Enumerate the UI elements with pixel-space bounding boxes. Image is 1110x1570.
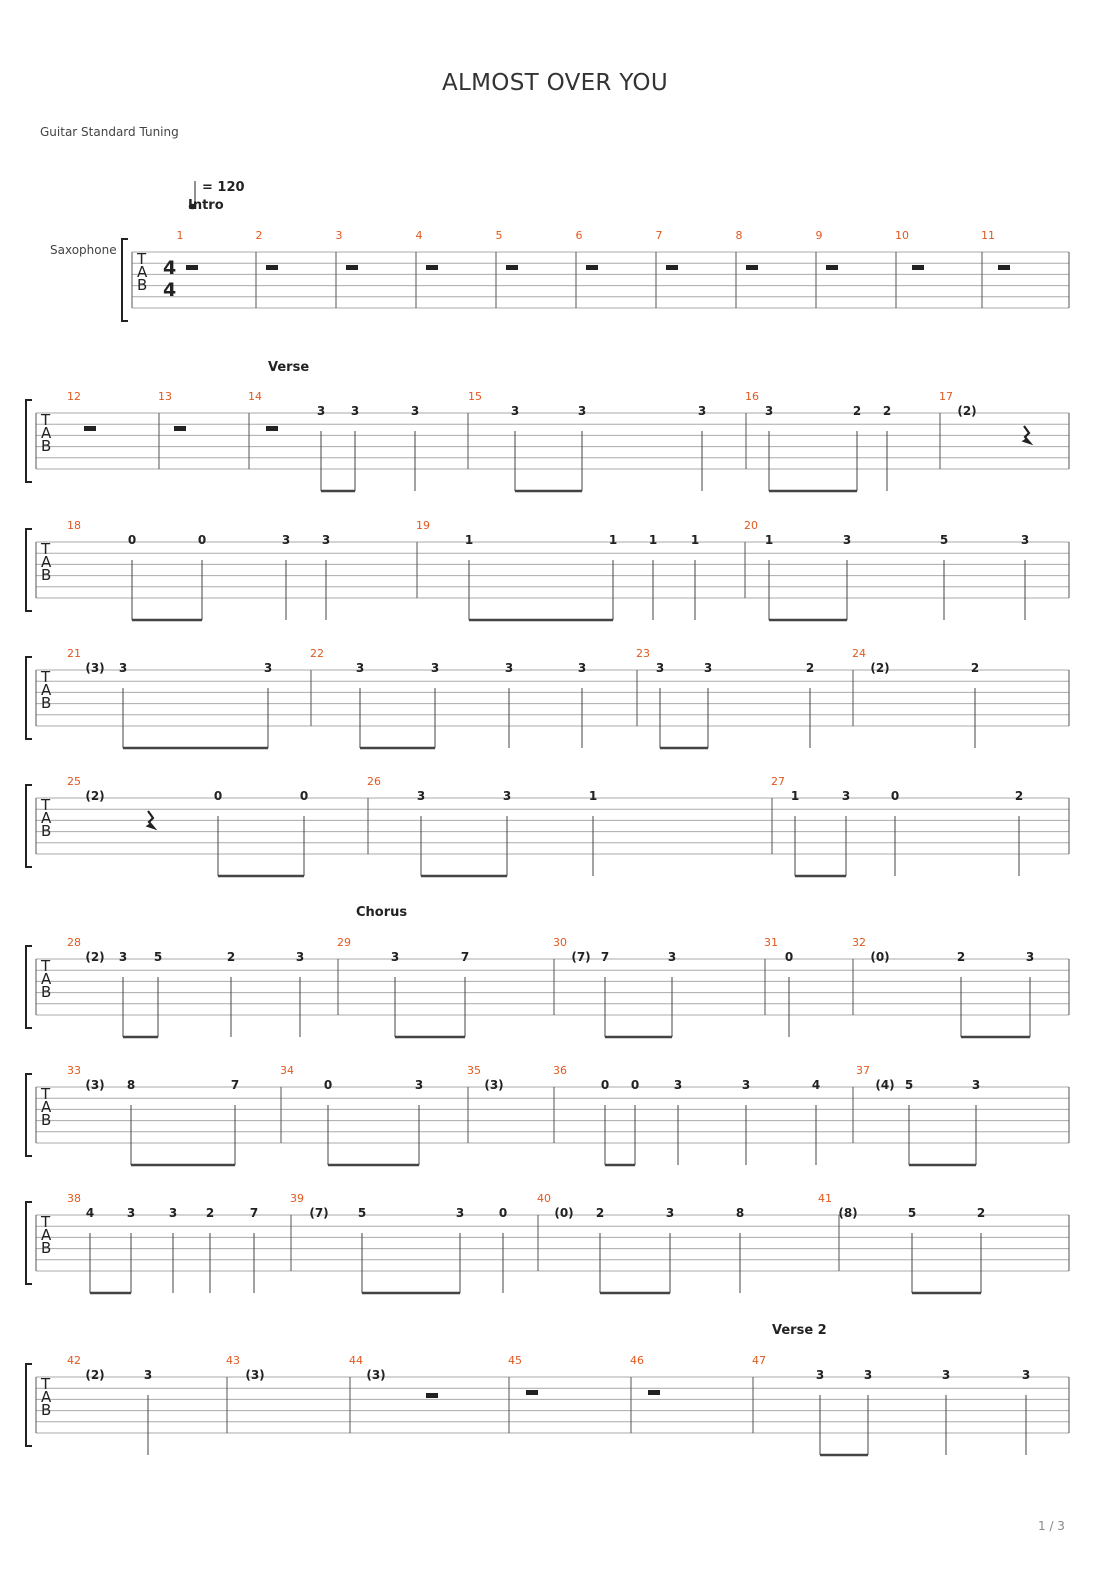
section-verse-2: Verse 2 — [772, 1323, 827, 1338]
fret-number: 3 — [281, 533, 291, 547]
fret-number: 3 — [502, 789, 512, 803]
system-bracket — [26, 1364, 32, 1446]
fret-number: 4 — [85, 1206, 95, 1220]
measure-number: 45 — [508, 1354, 522, 1367]
whole-rest-icon — [186, 265, 198, 270]
fret-number: 3 — [655, 661, 665, 675]
fret-number: 3 — [355, 661, 365, 675]
fret-number: (3) — [85, 1078, 105, 1092]
fret-number: 3 — [126, 1206, 136, 1220]
fret-number: (3) — [366, 1368, 386, 1382]
whole-rest-icon — [586, 265, 598, 270]
fret-number: 3 — [577, 661, 587, 675]
fret-number: (3) — [245, 1368, 265, 1382]
measure-number: 31 — [764, 936, 778, 949]
measure-number: 16 — [745, 390, 759, 403]
fret-number: 4 — [811, 1078, 821, 1092]
system-bracket — [26, 529, 32, 611]
tempo-marking: = 120 — [202, 180, 245, 195]
tab-clef-letter: B — [41, 1239, 52, 1257]
fret-number: 3 — [143, 1368, 153, 1382]
tab-clef-letter: B — [137, 276, 148, 294]
tab-clef-letter: A — [41, 1226, 52, 1244]
whole-rest-icon — [346, 265, 358, 270]
fret-number: 3 — [455, 1206, 465, 1220]
fret-number: 3 — [263, 661, 273, 675]
fret-number: 2 — [226, 950, 236, 964]
fret-number: 3 — [350, 404, 360, 418]
system-bracket — [26, 1202, 32, 1284]
fret-number: (3) — [484, 1078, 504, 1092]
fret-number: 2 — [882, 404, 892, 418]
fret-number: 3 — [1021, 1368, 1031, 1382]
fret-number: 5 — [153, 950, 163, 964]
system-bracket — [122, 239, 128, 321]
tab-clef-letter: A — [41, 1098, 52, 1116]
tab-clef-letter: A — [41, 553, 52, 571]
whole-rest-icon — [648, 1390, 660, 1395]
measure-number: 42 — [67, 1354, 81, 1367]
quarter-rest-icon — [1024, 426, 1030, 443]
fret-number: 0 — [600, 1078, 610, 1092]
whole-rest-icon — [998, 265, 1010, 270]
measure-number: 30 — [553, 936, 567, 949]
fret-number: 5 — [939, 533, 949, 547]
fret-number: 7 — [230, 1078, 240, 1092]
measure-number: 19 — [416, 519, 430, 532]
fret-number: (2) — [85, 950, 105, 964]
measure-number: 7 — [655, 229, 663, 242]
fret-number: (7) — [309, 1206, 329, 1220]
measure-number: 24 — [852, 647, 866, 660]
tab-clef-letter: T — [41, 540, 51, 558]
measure-number: 36 — [553, 1064, 567, 1077]
fret-number: 3 — [697, 404, 707, 418]
fret-number: 3 — [667, 950, 677, 964]
measure-number: 38 — [67, 1192, 81, 1205]
fret-number: 1 — [588, 789, 598, 803]
fret-number: 3 — [741, 1078, 751, 1092]
fret-number: 3 — [842, 533, 852, 547]
fret-number: 3 — [118, 950, 128, 964]
measure-number: 41 — [818, 1192, 832, 1205]
measure-number: 32 — [852, 936, 866, 949]
measure-number: 9 — [815, 229, 823, 242]
measure-number: 1 — [176, 229, 184, 242]
fret-number: 0 — [323, 1078, 333, 1092]
measure-number: 13 — [158, 390, 172, 403]
fret-number: (2) — [957, 404, 977, 418]
fret-number: 2 — [852, 404, 862, 418]
system-bracket — [26, 400, 32, 482]
whole-rest-icon — [666, 265, 678, 270]
measure-number: 2 — [255, 229, 263, 242]
fret-number: 5 — [907, 1206, 917, 1220]
tab-clef-letter: A — [137, 263, 148, 281]
fret-number: 1 — [648, 533, 658, 547]
tab-clef-letter: T — [137, 250, 147, 268]
fret-number: 1 — [764, 533, 774, 547]
fret-number: (0) — [870, 950, 890, 964]
tab-clef-letter: T — [41, 1375, 51, 1393]
measure-number: 34 — [280, 1064, 294, 1077]
fret-number: 3 — [504, 661, 514, 675]
whole-rest-icon — [266, 426, 278, 431]
measure-number: 40 — [537, 1192, 551, 1205]
measure-number: 33 — [67, 1064, 81, 1077]
tab-clef-letter: B — [41, 822, 52, 840]
fret-number: (4) — [875, 1078, 895, 1092]
tab-clef-letter: A — [41, 1388, 52, 1406]
measure-number: 4 — [415, 229, 423, 242]
measure-number: 27 — [771, 775, 785, 788]
measure-number: 37 — [856, 1064, 870, 1077]
half-rest-icon — [426, 1393, 438, 1398]
fret-number: (2) — [85, 1368, 105, 1382]
measure-number: 35 — [467, 1064, 481, 1077]
fret-number: 3 — [390, 950, 400, 964]
fret-number: 3 — [764, 404, 774, 418]
whole-rest-icon — [746, 265, 758, 270]
fret-number: 2 — [970, 661, 980, 675]
time-signature-top: 4 — [163, 257, 177, 279]
measure-number: 10 — [895, 229, 909, 242]
fret-number: 3 — [815, 1368, 825, 1382]
section-verse: Verse — [268, 360, 310, 375]
whole-rest-icon — [826, 265, 838, 270]
measure-number: 44 — [349, 1354, 363, 1367]
page-number: 1 / 3 — [1038, 1519, 1065, 1533]
fret-number: 3 — [168, 1206, 178, 1220]
measure-number: 43 — [226, 1354, 240, 1367]
tab-clef-letter: B — [41, 983, 52, 1001]
tab-clef-letter: T — [41, 1213, 51, 1231]
fret-number: 3 — [416, 789, 426, 803]
fret-number: 2 — [805, 661, 815, 675]
measure-number: 28 — [67, 936, 81, 949]
fret-number: 0 — [498, 1206, 508, 1220]
system-bracket — [26, 946, 32, 1028]
measure-number: 3 — [335, 229, 343, 242]
measure-number: 47 — [752, 1354, 766, 1367]
measure-number: 12 — [67, 390, 81, 403]
song-title: ALMOST OVER YOU — [442, 70, 668, 96]
fret-number: 3 — [316, 404, 326, 418]
fret-number: 0 — [890, 789, 900, 803]
tab-clef-letter: A — [41, 809, 52, 827]
whole-rest-icon — [912, 265, 924, 270]
time-signature-bottom: 4 — [163, 279, 177, 301]
tab-clef-letter: B — [41, 694, 52, 712]
fret-number: 2 — [1014, 789, 1024, 803]
measure-number: 29 — [337, 936, 351, 949]
fret-number: 3 — [577, 404, 587, 418]
fret-number: (3) — [85, 661, 105, 675]
fret-number: 3 — [863, 1368, 873, 1382]
fret-number: 3 — [430, 661, 440, 675]
measure-number: 46 — [630, 1354, 644, 1367]
tab-clef-letter: B — [41, 437, 52, 455]
whole-rest-icon — [84, 426, 96, 431]
fret-number: 3 — [414, 1078, 424, 1092]
fret-number: 3 — [941, 1368, 951, 1382]
quarter-rest-icon — [148, 811, 154, 828]
fret-number: 3 — [673, 1078, 683, 1092]
measure-number: 17 — [939, 390, 953, 403]
fret-number: 3 — [665, 1206, 675, 1220]
fret-number: 3 — [1025, 950, 1035, 964]
fret-number: 0 — [213, 789, 223, 803]
fret-number: 0 — [127, 533, 137, 547]
tab-clef-letter: B — [41, 1401, 52, 1419]
fret-number: 0 — [197, 533, 207, 547]
system-bracket — [26, 1074, 32, 1156]
whole-rest-icon — [174, 426, 186, 431]
tab-clef-letter: T — [41, 1085, 51, 1103]
fret-number: 2 — [595, 1206, 605, 1220]
fret-number: 7 — [249, 1206, 259, 1220]
fret-number: 3 — [410, 404, 420, 418]
measure-number: 26 — [367, 775, 381, 788]
fret-number: 3 — [118, 661, 128, 675]
fret-number: 2 — [956, 950, 966, 964]
measure-number: 23 — [636, 647, 650, 660]
measure-number: 18 — [67, 519, 81, 532]
tab-clef-letter: T — [41, 668, 51, 686]
measure-number: 22 — [310, 647, 324, 660]
fret-number: 3 — [295, 950, 305, 964]
fret-number: 3 — [1020, 533, 1030, 547]
fret-number: 0 — [784, 950, 794, 964]
whole-rest-icon — [266, 265, 278, 270]
fret-number: 5 — [904, 1078, 914, 1092]
tab-clef-letter: T — [41, 957, 51, 975]
fret-number: (0) — [554, 1206, 574, 1220]
fret-number: 5 — [357, 1206, 367, 1220]
measure-number: 11 — [981, 229, 995, 242]
tab-clef-letter: T — [41, 411, 51, 429]
fret-number: 1 — [464, 533, 474, 547]
system-bracket — [26, 785, 32, 867]
fret-number: 0 — [630, 1078, 640, 1092]
fret-number: 3 — [971, 1078, 981, 1092]
tab-clef-letter: T — [41, 796, 51, 814]
fret-number: 3 — [321, 533, 331, 547]
fret-number: (2) — [85, 789, 105, 803]
whole-rest-icon — [426, 265, 438, 270]
whole-rest-icon — [506, 265, 518, 270]
tuning-label: Guitar Standard Tuning — [40, 125, 179, 139]
section-chorus: Chorus — [356, 905, 408, 920]
system-bracket — [26, 657, 32, 739]
fret-number: 7 — [600, 950, 610, 964]
tab-clef-letter: A — [41, 424, 52, 442]
fret-number: 8 — [126, 1078, 136, 1092]
tab-clef-letter: B — [41, 1111, 52, 1129]
tab-clef-letter: B — [41, 566, 52, 584]
fret-number: 2 — [976, 1206, 986, 1220]
fret-number: 3 — [510, 404, 520, 418]
fret-number: 1 — [690, 533, 700, 547]
measure-number: 5 — [495, 229, 503, 242]
section-intro: Intro — [188, 198, 224, 213]
fret-number: 3 — [703, 661, 713, 675]
tab-clef-letter: A — [41, 970, 52, 988]
fret-number: 2 — [205, 1206, 215, 1220]
measure-number: 6 — [575, 229, 583, 242]
instrument-label: Saxophone — [50, 243, 117, 257]
fret-number: 0 — [299, 789, 309, 803]
fret-number: 1 — [608, 533, 618, 547]
measure-number: 21 — [67, 647, 81, 660]
fret-number: (2) — [870, 661, 890, 675]
measure-number: 20 — [744, 519, 758, 532]
fret-number: 7 — [460, 950, 470, 964]
fret-number: 1 — [790, 789, 800, 803]
tab-clef-letter: A — [41, 681, 52, 699]
measure-number: 14 — [248, 390, 262, 403]
fret-number: (8) — [838, 1206, 858, 1220]
fret-number: (7) — [571, 950, 591, 964]
measure-number: 15 — [468, 390, 482, 403]
measure-number: 25 — [67, 775, 81, 788]
measure-number: 8 — [735, 229, 743, 242]
fret-number: 3 — [841, 789, 851, 803]
measure-number: 39 — [290, 1192, 304, 1205]
whole-rest-icon — [526, 1390, 538, 1395]
fret-number: 8 — [735, 1206, 745, 1220]
